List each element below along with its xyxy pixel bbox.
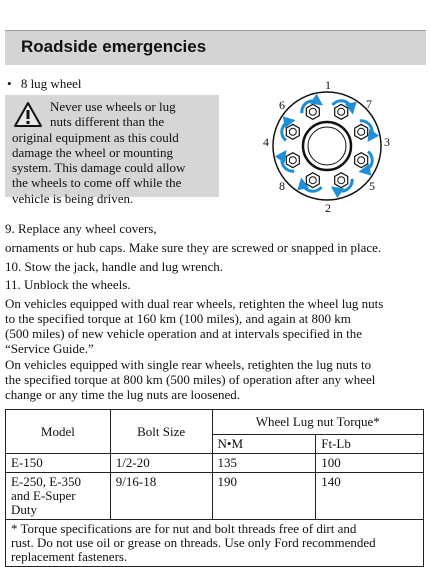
header-bolt-size: Bolt Size <box>110 410 212 454</box>
lug-nut <box>335 104 348 119</box>
step-10: 10. Stow the jack, handle and lug wrench. <box>5 259 224 274</box>
lug-number-4: 4 <box>263 135 269 149</box>
model-line: Duty <box>11 502 37 517</box>
step-11: 11. Unblock the wheels. <box>5 277 131 292</box>
bullet-text: 8 lug wheel <box>20 76 82 91</box>
lug-number-6: 6 <box>279 98 285 112</box>
lug-nut <box>306 173 319 188</box>
lug-number-7: 7 <box>366 97 372 111</box>
footnote-line: * Torque specifications are for nut and bolt threads free of dirt and <box>11 521 357 536</box>
lug-number-2: 2 <box>325 201 331 214</box>
model-line: E-250, E-350 <box>11 474 82 489</box>
dual-wheel-paragraph <box>5 296 429 356</box>
lug-nut <box>286 124 299 139</box>
table-footnote-row <box>6 520 424 567</box>
lug-number-1: 1 <box>325 78 331 92</box>
step-9: 9. Replace any wheel covers, <box>5 221 157 236</box>
wheel-hub <box>303 122 351 170</box>
para-line: (500 miles) of new vehicle operation and at intervals specified in the <box>5 326 363 341</box>
section-header <box>5 30 426 65</box>
torque-table <box>5 409 424 567</box>
section-title: Roadside emergencies <box>21 37 207 56</box>
bullet-symbol: • <box>7 76 12 91</box>
lug-number-3: 3 <box>384 135 390 149</box>
lug-nut <box>286 153 299 168</box>
warning-line: nuts different than the <box>50 114 165 130</box>
cell-bolt: 1/2-20 <box>110 454 212 473</box>
table-row <box>6 454 424 473</box>
lug-nut <box>306 104 319 119</box>
table-header-row <box>6 410 424 435</box>
cell-ftlb: 100 <box>316 454 424 473</box>
warning-line: system. This damage could allow <box>12 160 186 176</box>
para-line: to the specified torque at 160 km (100 miles), and again at 800 km <box>5 311 351 326</box>
lug-number-8: 8 <box>279 179 285 193</box>
warning-box <box>5 95 219 206</box>
para-line: “Service Guide.” <box>5 341 94 356</box>
lug-nut <box>355 124 368 139</box>
header-nm: N•M <box>212 435 316 454</box>
cell-ftlb: 140 <box>316 473 424 520</box>
lug-number-5: 5 <box>369 179 375 193</box>
model-line: and E-Super <box>11 488 76 503</box>
warning-line: Never use wheels or lug <box>50 99 176 114</box>
footnote-line: rust. Do not use oil or grease on threads. Use only Ford recommended <box>11 535 376 550</box>
cell-model <box>6 473 111 520</box>
cell-nm: 190 <box>212 473 316 520</box>
header-model: Model <box>6 410 111 454</box>
para-line: change or any time the lug nuts are loosened. <box>5 387 241 402</box>
para-line: On vehicles equipped with dual rear wheels, retighten the wheel lug nuts <box>5 296 384 311</box>
warning-line: damage the wheel or mounting <box>12 144 174 160</box>
bullet-item <box>7 76 81 92</box>
wheel-rim <box>273 92 381 200</box>
single-wheel-paragraph <box>5 357 429 402</box>
warning-line: original equipment as this could <box>12 129 179 145</box>
para-line: the specified torque at 800 km (500 miles) of operation after any wheel <box>5 372 376 387</box>
lug-nut <box>355 153 368 168</box>
warning-line: vehicle is being driven. <box>12 190 134 206</box>
warning-line: the wheels to come off while the <box>12 175 182 191</box>
lug-nut-sequence-diagram <box>262 78 392 214</box>
header-torque: Wheel Lug nut Torque* <box>212 410 423 435</box>
footnote-line: replacement fasteners. <box>11 549 128 564</box>
step-9-continued: ornaments or hub caps. Make sure they are screwed or snapped in place. <box>5 240 382 255</box>
lug-nut <box>335 173 348 188</box>
table-footnote <box>6 520 424 567</box>
table-row <box>6 473 424 520</box>
warning-text <box>12 99 222 206</box>
cell-model: E-150 <box>6 454 111 473</box>
header-ftlb: Ft-Lb <box>316 435 424 454</box>
para-line: On vehicles equipped with single rear wheels, retighten the lug nuts to <box>5 357 372 372</box>
cell-bolt: 9/16-18 <box>110 473 212 520</box>
cell-nm: 135 <box>212 454 316 473</box>
wheel-hub-inner <box>308 127 346 165</box>
